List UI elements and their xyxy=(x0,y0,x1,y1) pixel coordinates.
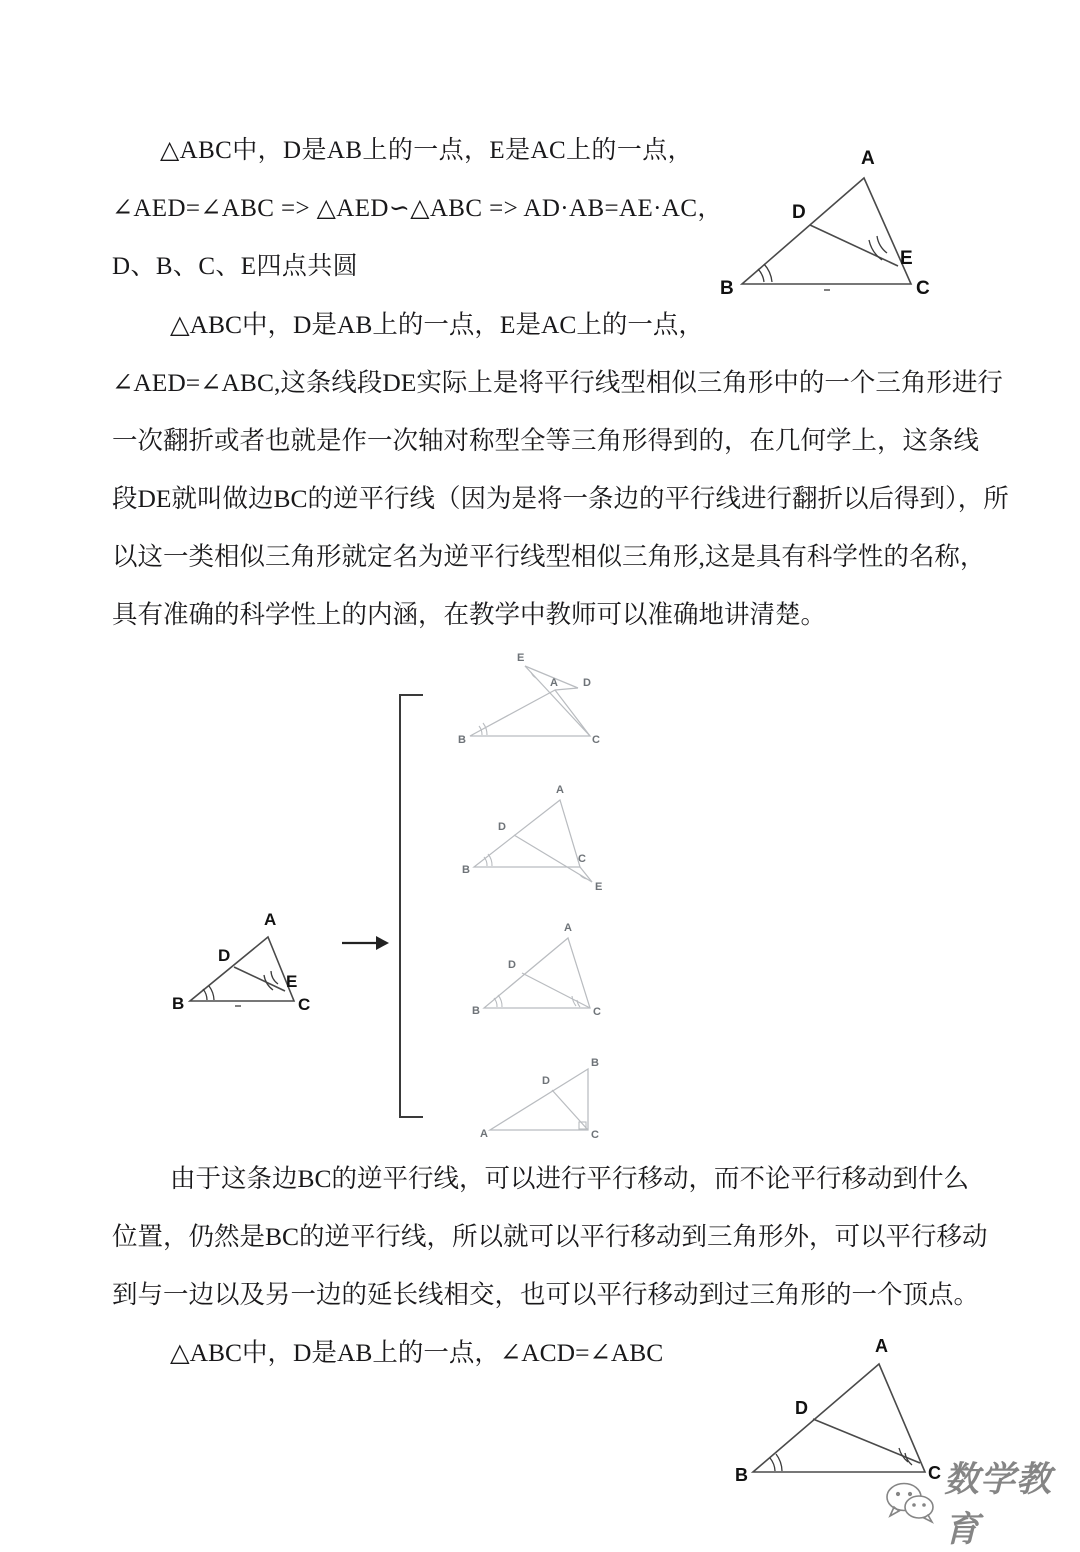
label-D: D xyxy=(542,1075,550,1087)
body-paragraph-line-3: 一次翻折或者也就是作一次轴对称型全等三角形得到的，在几何学上，这条线 xyxy=(112,426,980,455)
figure-triangle-abc-cd-bottom xyxy=(735,1335,965,1495)
label-D: D xyxy=(508,959,516,971)
top-block-line-1: △ABC中，D是AB上的一点，E是AC上的一点， xyxy=(160,137,694,164)
transform-arrow-icon xyxy=(340,932,390,954)
label-B: B xyxy=(472,1005,480,1017)
label-C: C xyxy=(298,995,311,1014)
label-B: B xyxy=(735,1465,748,1485)
label-E: E xyxy=(517,652,525,664)
label-B: B xyxy=(591,1057,599,1069)
body-paragraph-line-1: △ABC中，D是AB上的一点，E是AC上的一点， xyxy=(170,310,704,339)
label-E: E xyxy=(595,881,603,893)
label-E: E xyxy=(286,972,298,991)
label-A: A xyxy=(875,1336,888,1356)
label-C: C xyxy=(592,734,600,746)
figure-variant-outside-triangle xyxy=(455,650,620,755)
bottom-paragraph-line-4: △ABC中，D是AB上的一点，∠ACD=∠ABC xyxy=(170,1338,664,1367)
label-C: C xyxy=(916,278,930,299)
bottom-paragraph-line-2: 位置，仍然是BC的逆平行线，所以就可以平行移动到三角形外，可以平行移动 xyxy=(112,1222,988,1251)
label-B: B xyxy=(720,278,734,299)
label-A: A xyxy=(480,1128,488,1140)
watermark-text: 数学教育 xyxy=(944,1460,1053,1550)
figure-source-triangle xyxy=(172,905,342,1030)
label-C: C xyxy=(593,1006,601,1018)
label-A: A xyxy=(550,677,558,689)
label-A: A xyxy=(564,922,572,934)
body-paragraph-line-6: 具有准确的科学性上的内涵，在教学中教师可以准确地讲清楚。 xyxy=(112,600,827,629)
label-A: A xyxy=(556,784,564,796)
label-B: B xyxy=(458,734,466,746)
label-B: B xyxy=(172,994,185,1013)
label-D: D xyxy=(218,946,231,965)
bottom-paragraph-line-3: 到与一边以及另一边的延长线相交，也可以平行移动到过三角形的一个顶点。 xyxy=(112,1280,980,1309)
top-block-line-2: ∠AED=∠ABC => △AED∽△ABC => AD·AB=AE·AC， xyxy=(112,195,723,222)
top-block-line-3: D、B、C、E四点共圆 xyxy=(112,253,359,280)
label-B: B xyxy=(462,864,470,876)
label-D: D xyxy=(583,677,591,689)
figure-variant-flipped xyxy=(480,1055,625,1150)
label-A: A xyxy=(861,148,875,169)
label-D: D xyxy=(795,1398,808,1418)
bottom-paragraph-line-1: 由于这条边BC的逆平行线，可以进行平行移动，而不论平行移动到什么 xyxy=(170,1164,970,1193)
label-E: E xyxy=(900,248,913,269)
figure-variant-through-vertex-c xyxy=(470,920,625,1025)
label-C: C xyxy=(928,1463,941,1483)
label-A: A xyxy=(264,910,277,929)
label-D: D xyxy=(792,202,806,223)
body-paragraph-line-5: 以这一类相似三角形就定名为逆平行线型相似三角形,这是具有科学性的名称， xyxy=(112,542,986,571)
label-C: C xyxy=(578,853,586,865)
body-paragraph-line-4: 段DE就叫做边BC的逆平行线（因为是将一条边的平行线进行翻折以后得到），所 xyxy=(112,484,1009,513)
label-D: D xyxy=(498,821,506,833)
body-paragraph-line-2: ∠AED=∠ABC,这条线段DE实际上是将平行线型相似三角形中的一个三角形进行 xyxy=(112,368,1003,397)
figure-variant-extension-line xyxy=(462,782,622,897)
grouping-bracket xyxy=(399,694,423,1118)
label-C: C xyxy=(591,1129,599,1141)
figure-triangle-abc-de-top xyxy=(706,136,956,306)
